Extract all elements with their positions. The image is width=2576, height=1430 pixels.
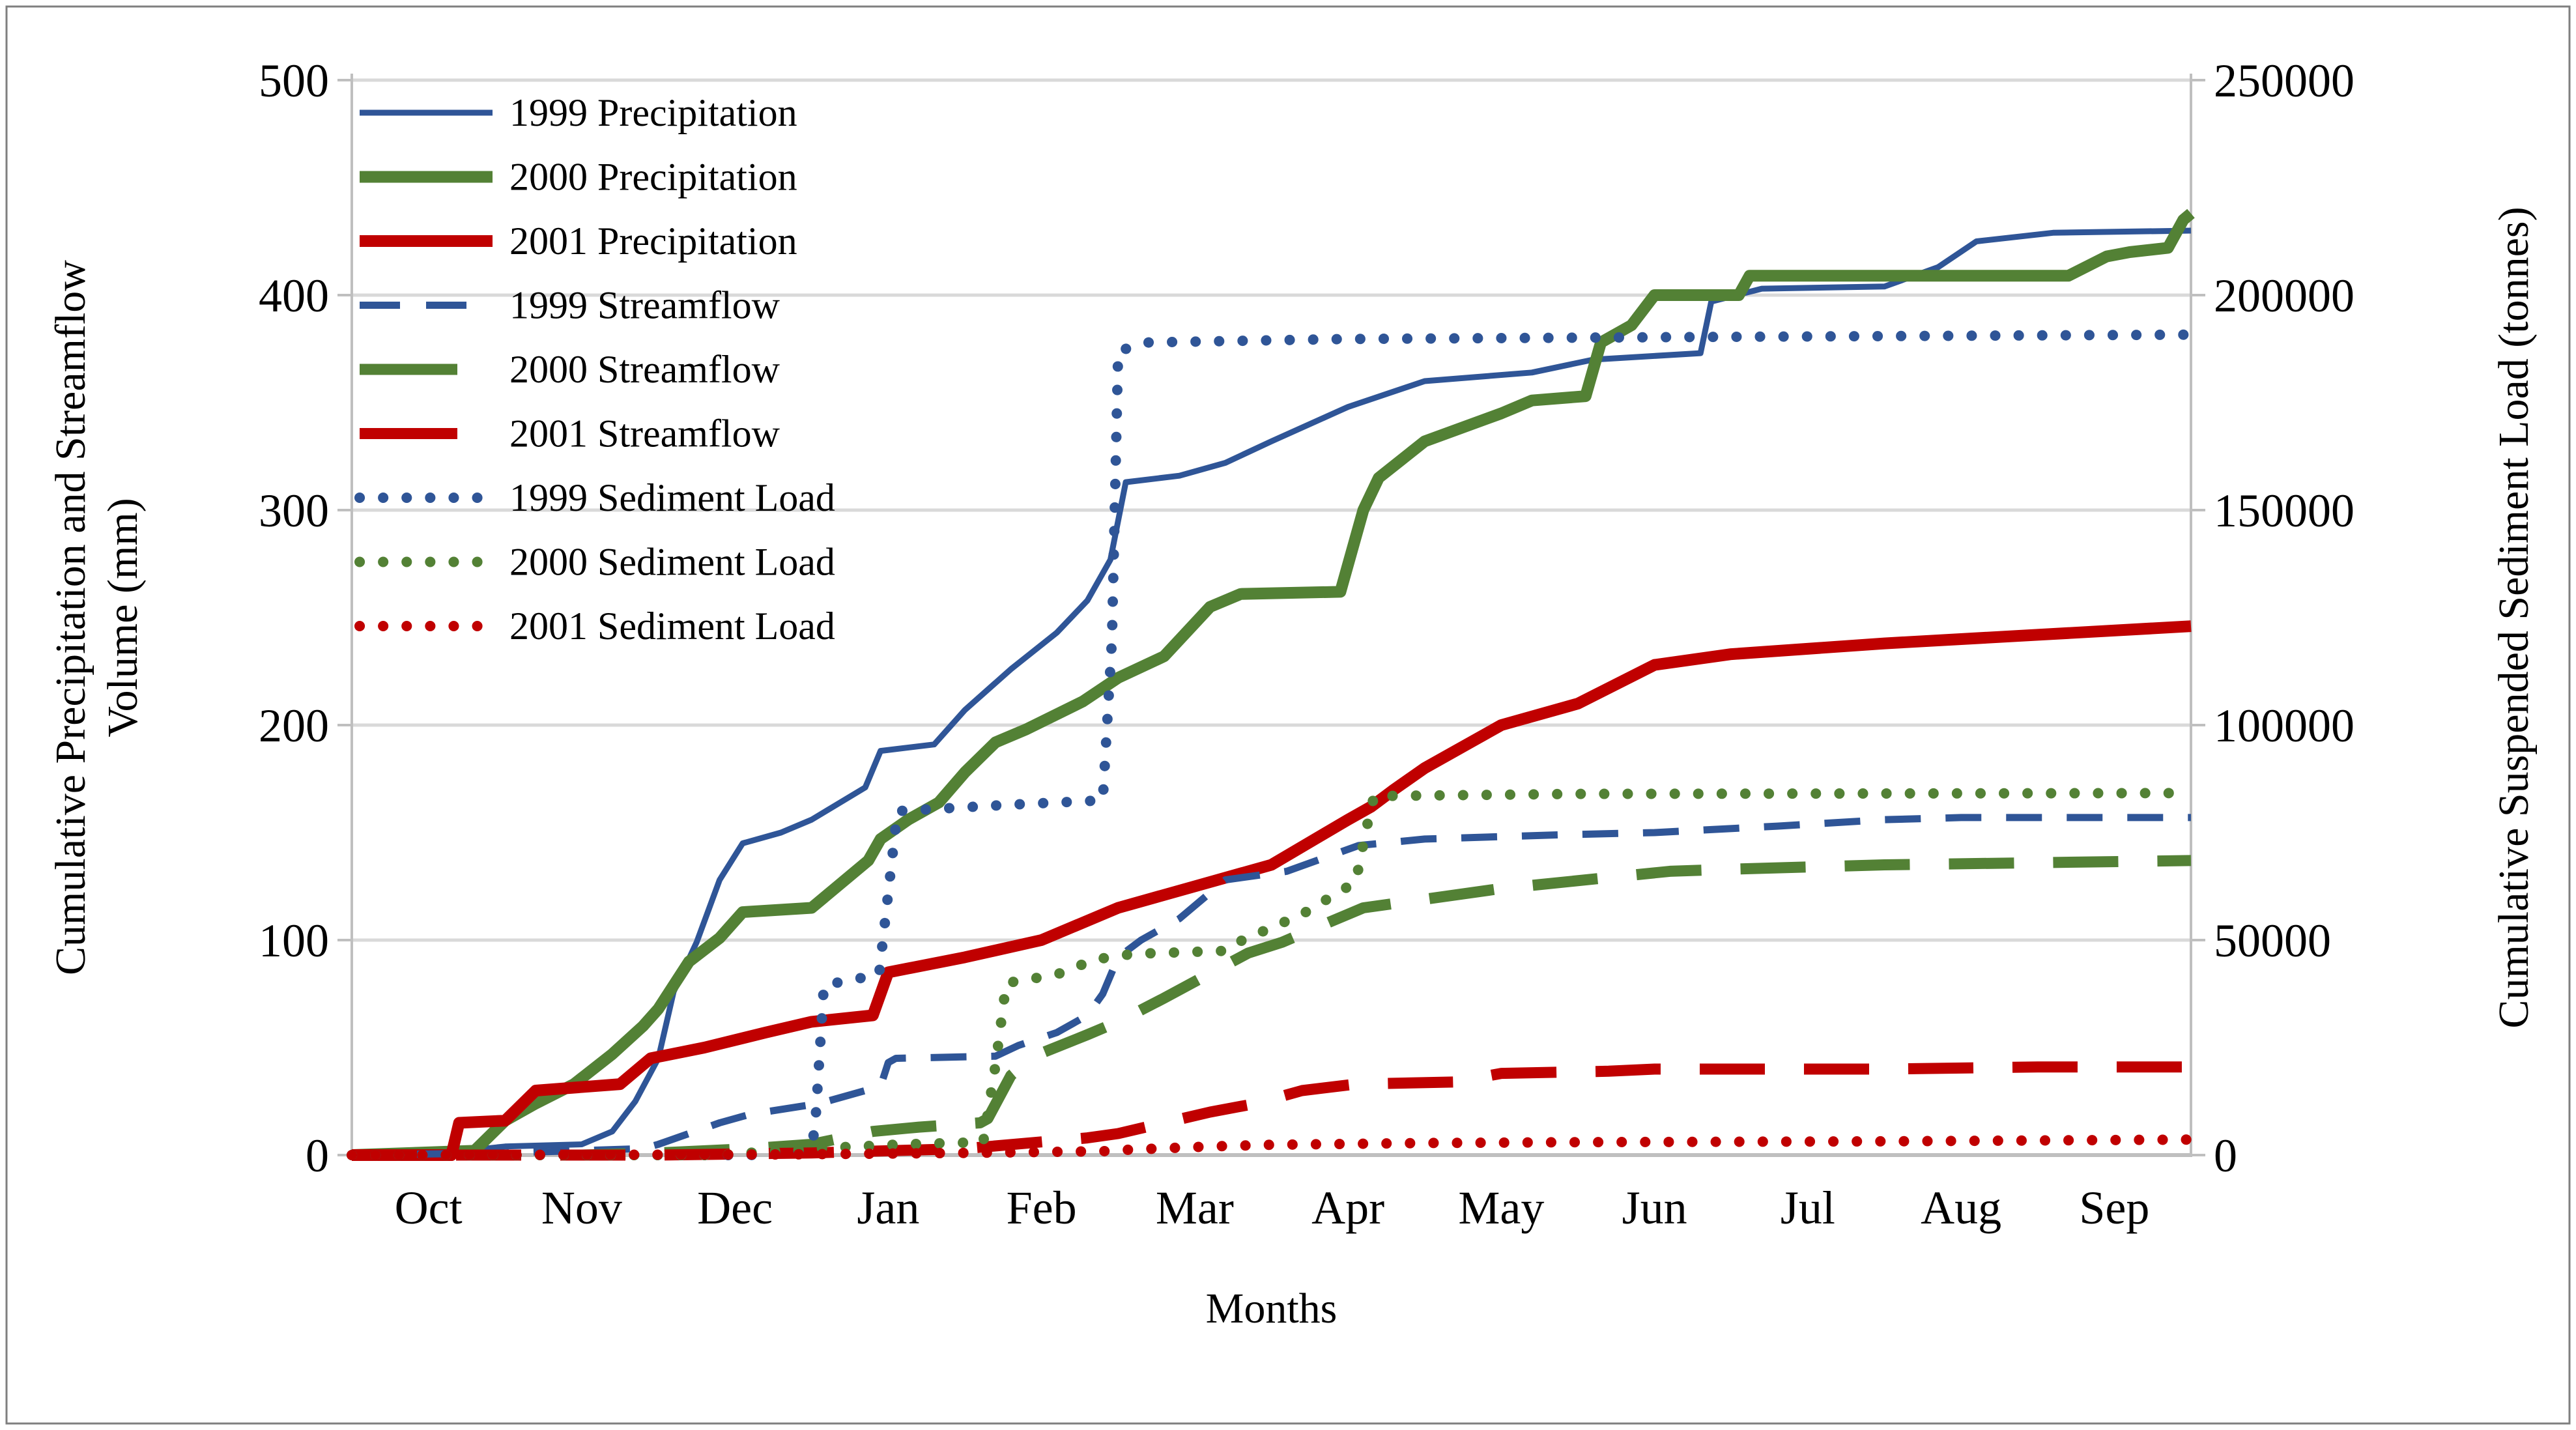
x-axis-tick-Jan: Jan [857, 1182, 920, 1234]
left-axis-tick-0: 0 [306, 1130, 329, 1182]
legend-item-1999-sediment-load [360, 476, 835, 519]
left-axis-title-line2: Volume (mm) [99, 498, 147, 737]
legend-label: 1999 Streamflow [509, 283, 780, 327]
right-axis-tick-0: 0 [2214, 1130, 2237, 1182]
legend-item-2000-precipitation [360, 156, 797, 199]
legend-label: 2001 Sediment Load [509, 605, 835, 648]
legend-label: 2001 Precipitation [509, 220, 797, 263]
x-axis-tick-Aug: Aug [1921, 1182, 2002, 1234]
x-axis-title: Months [1205, 1285, 1338, 1332]
x-axis-tick-Sep: Sep [2079, 1182, 2150, 1234]
x-axis-tick-Jun: Jun [1622, 1182, 1687, 1234]
x-axis-tick-Feb: Feb [1006, 1182, 1077, 1234]
legend-label: 2001 Streamflow [509, 412, 780, 455]
left-axis-tick-500: 500 [259, 55, 329, 107]
x-axis-tick-Nov: Nov [541, 1182, 622, 1234]
legend-item-2001-streamflow [360, 412, 780, 455]
left-axis-title-line1: Cumulative Precipitation and Streamflow [47, 260, 94, 975]
legend-item-1999-streamflow [360, 284, 780, 327]
right-axis-tick-250000: 250000 [2214, 55, 2354, 107]
legend-item-2001-precipitation [360, 220, 797, 263]
x-axis-tick-Jul: Jul [1780, 1182, 1835, 1234]
legend-item-2000-streamflow [360, 348, 780, 391]
legend-label: 2000 Precipitation [509, 155, 797, 199]
series-line-2000-sediment-load [352, 793, 2191, 1155]
x-axis-tick-Mar: Mar [1155, 1182, 1234, 1234]
left-axis-tick-400: 400 [259, 270, 329, 322]
right-axis-title: Cumulative Suspended Sediment Load (tonnes) [2490, 207, 2538, 1029]
legend-label: 1999 Sediment Load [509, 476, 835, 519]
x-axis-tick-May: May [1458, 1182, 1545, 1234]
x-axis-tick-Oct: Oct [394, 1182, 463, 1234]
series-line-2001-precipitation [352, 626, 2191, 1155]
right-axis-tick-150000: 150000 [2214, 485, 2354, 537]
legend-item-1999-precipitation [360, 91, 797, 134]
legend [360, 91, 835, 648]
left-axis-tick-100: 100 [259, 915, 329, 967]
legend-label: 2000 Streamflow [509, 348, 780, 391]
x-axis-tick-Dec: Dec [697, 1182, 773, 1234]
series-line-1999-sediment-load [352, 335, 2191, 1155]
left-axis-tick-200: 200 [259, 700, 329, 752]
right-axis-tick-100000: 100000 [2214, 700, 2354, 752]
right-axis-tick-200000: 200000 [2214, 270, 2354, 322]
legend-label: 2000 Sediment Load [509, 540, 835, 584]
left-axis-tick-300: 300 [259, 485, 329, 537]
legend-item-2001-sediment-load [360, 605, 835, 648]
legend-label: 1999 Precipitation [509, 91, 797, 134]
right-axis-tick-50000: 50000 [2214, 915, 2331, 967]
legend-item-2000-sediment-load [360, 541, 835, 584]
x-axis-tick-Apr: Apr [1311, 1182, 1385, 1234]
